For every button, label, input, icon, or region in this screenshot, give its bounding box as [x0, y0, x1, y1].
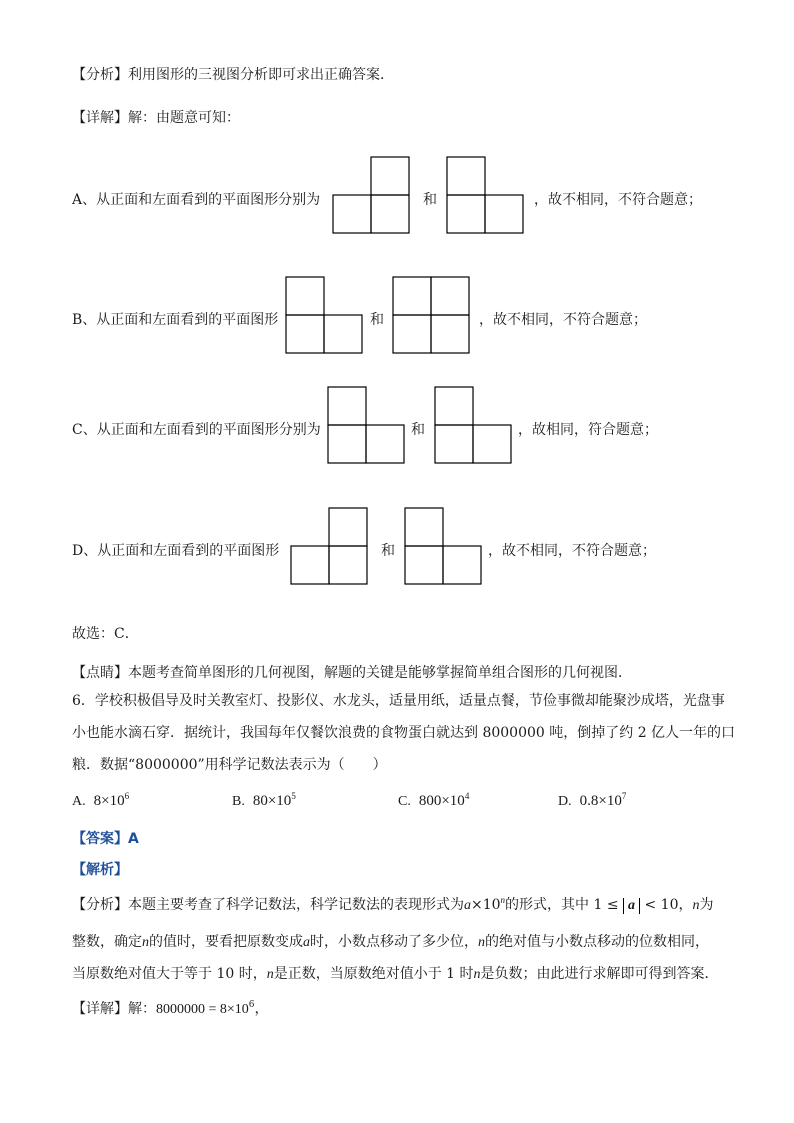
- question-6: [72, 685, 736, 781]
- option-b-and: 和: [370, 312, 384, 328]
- option-a-label: A、从正面和左面看到的平面图形分别为: [72, 192, 321, 208]
- analysis-line: 【分析】利用图形的三视图分析即可求出正确答案．: [72, 67, 394, 83]
- analysis6-line-1: 【分析】本题主要考查了科学记数法，科学记数法的表现形式为$a\times 10^n$的形式，其中 1 ≤ a < 10，n为: [72, 895, 714, 913]
- option-a-and: 和: [423, 192, 437, 208]
- option-a-tail: ，故不相同，不符合题意；: [534, 192, 702, 208]
- choice-letter: B.: [232, 794, 245, 809]
- option-a-front-view: [332, 156, 412, 236]
- option-d-front-view: [290, 507, 370, 587]
- option-c-and: 和: [411, 422, 425, 438]
- question-6-line: 6．学校积极倡导及时关教室灯、投影仪、水龙头，适量用纸，适量点餐，节俭事微却能聚沙成塔，光盘事: [72, 693, 725, 709]
- option-a-left-view: [446, 156, 526, 236]
- choice-d: [558, 791, 626, 810]
- question-6-line: 粮．数据“8000000”用科学记数法表示为（ ）: [72, 757, 387, 773]
- choice-b: [232, 791, 296, 810]
- choice-value: $800\times 10^4$: [418, 791, 470, 809]
- choice-a: [72, 791, 129, 810]
- choice-value: $8\times 10^6$: [93, 791, 130, 809]
- analysis6-line-3: 当原数绝对值大于等于 10 时，n是正数，当原数绝对值小于 1 时n是负数；由此进行求解即可得到答案．: [72, 966, 719, 982]
- analysis6-line-2: 整数，确定n的值时，要看把原数变成a时，小数点移动了多少位，n的绝对值与小数点移动的位数相同，: [72, 934, 709, 950]
- comment-line: 【点睛】本题考查简单图形的几何视图，解题的关键是能够掌握简单组合图形的几何视图．: [72, 665, 632, 681]
- abs-a: a: [623, 898, 640, 914]
- option-d-tail: ，故不相同，不符合题意；: [488, 543, 656, 559]
- choice-value: $80\times 10^5$: [252, 791, 296, 809]
- option-b-label: B、从正面和左面看到的平面图形: [72, 312, 279, 328]
- option-d-left-view: [404, 507, 484, 587]
- detail-line: 【详解】解：由题意可知：: [72, 110, 240, 126]
- option-d: [72, 507, 732, 597]
- option-c-left-view: [434, 386, 514, 466]
- option-b-front-view: [285, 276, 365, 356]
- explain-head: 【解析】: [72, 862, 128, 878]
- detail6-line: 【详解】解：$8000000 = 8\times 10^6$，: [72, 1000, 269, 1017]
- choice-value: $0.8\times 10^7$: [579, 791, 627, 809]
- option-c-front-view: [327, 386, 407, 466]
- choice-letter: A.: [72, 794, 86, 809]
- option-d-label: D、从正面和左面看到的平面图形: [72, 543, 280, 559]
- choice-letter: C.: [398, 794, 411, 809]
- option-d-and: 和: [381, 543, 395, 559]
- option-b-left-view: [392, 276, 472, 356]
- choice-c: [398, 791, 469, 810]
- option-a: [72, 156, 732, 246]
- option-b-tail: ，故不相同，不符合题意；: [479, 312, 647, 328]
- answer-line: 【答案】A: [72, 831, 139, 847]
- choice-letter: D.: [558, 794, 572, 809]
- option-c-tail: ，故相同，符合题意；: [518, 422, 658, 438]
- choose-line: 故选：C．: [72, 626, 139, 642]
- question-6-line: 小也能水滴石穿．据统计，我国每年仅餐饮浪费的食物蛋白就达到 8000000 吨，倒掉了约 2 亿人一年的口: [72, 725, 736, 741]
- option-c-label: C、从正面和左面看到的平面图形分别为: [72, 422, 321, 438]
- option-c: [72, 386, 732, 476]
- option-b: [72, 276, 732, 366]
